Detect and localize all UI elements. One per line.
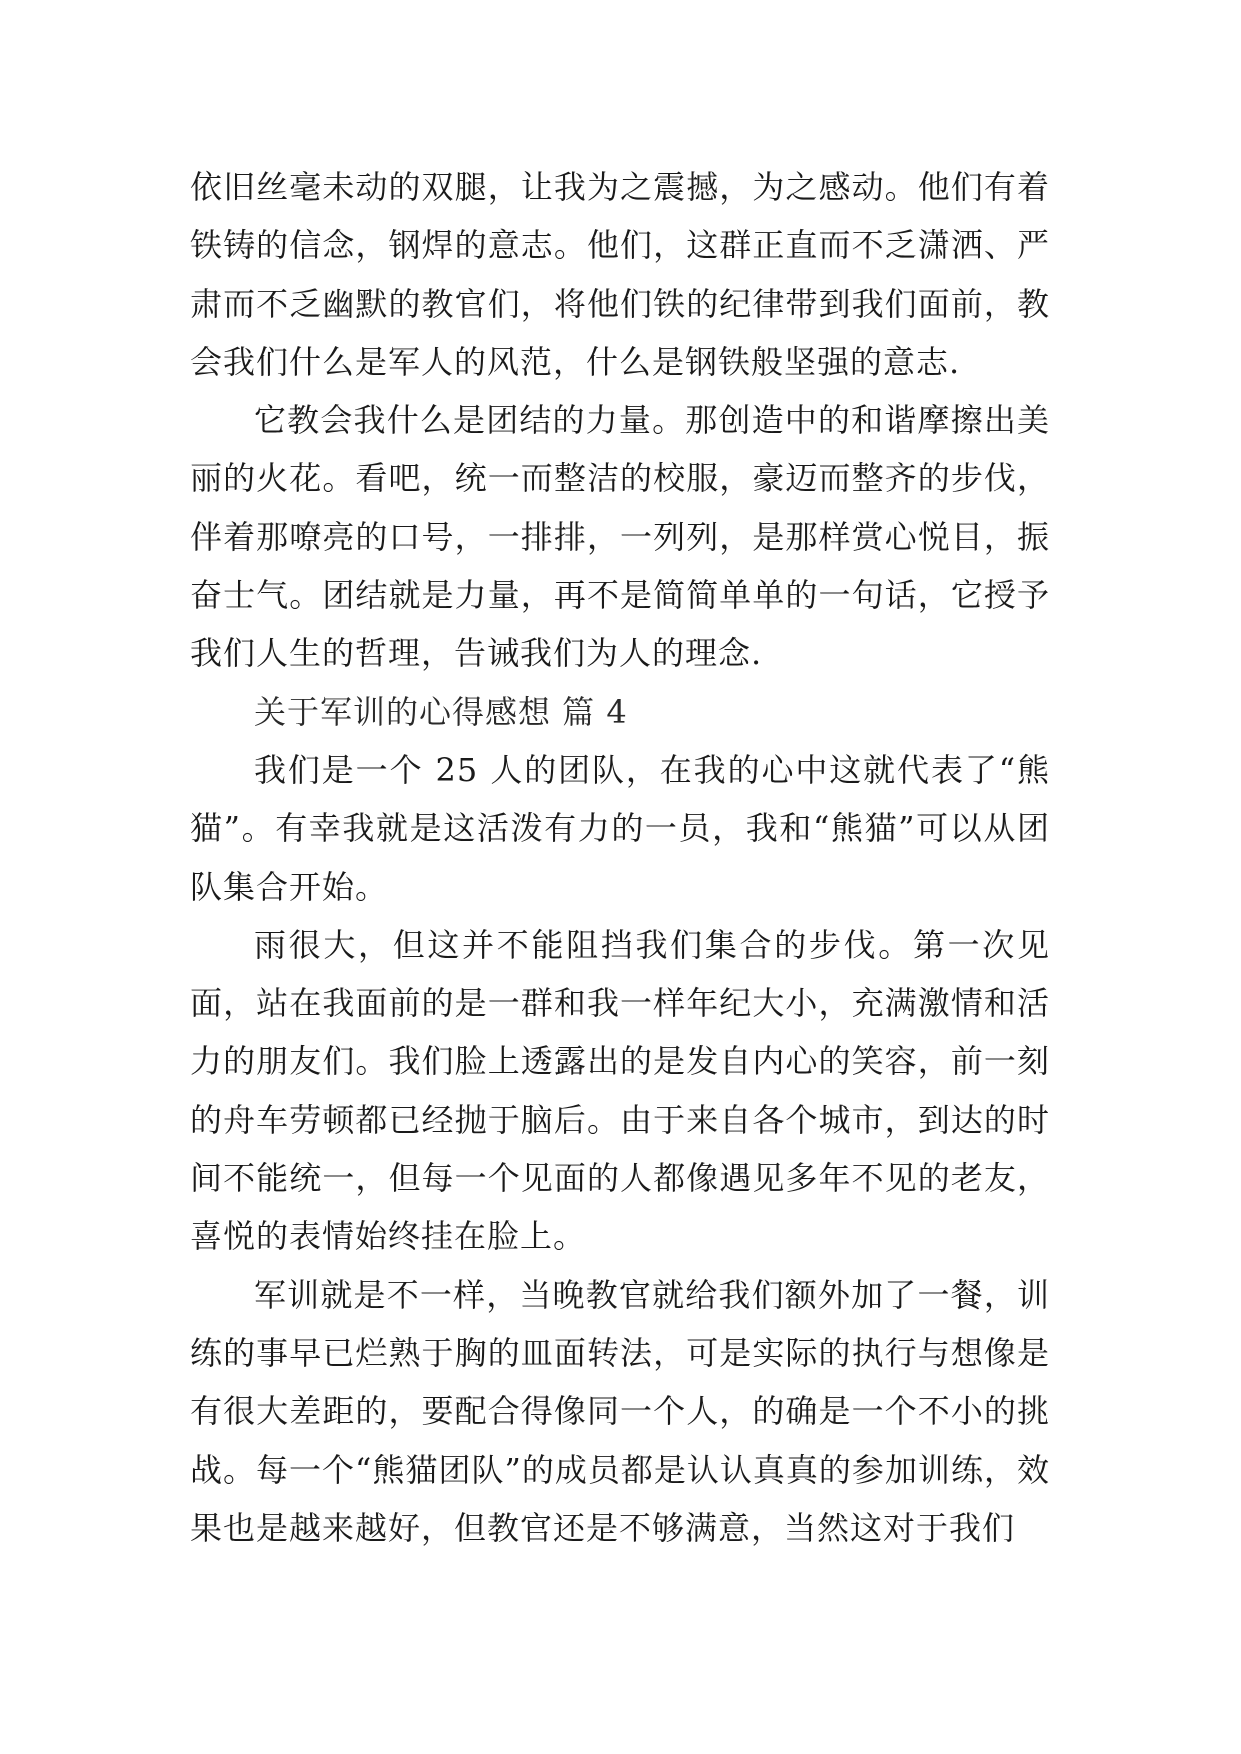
document-body	[190, 158, 1050, 1557]
section-heading: 关于军训的心得感想 篇 4	[254, 692, 628, 731]
paragraph-panda-team: 我们是一个 25 人的团队，在我的心中这就代表了“熊猫”。有幸我就是这活泼有力的一员，我和“熊猫”可以从团队集合开始。	[190, 750, 1050, 906]
paragraph-unity: 它教会我什么是团结的力量。那创造中的和谐摩擦出美丽的火花。看吧，统一而整洁的校服，豪迈而整齐的步伐，伴着那嘹亮的口号，一排排，一列列，是那样赏心悦目，振奋士气。团结就是力量，再不是简简单单的一句话，它授予我们人生的哲理，告诫我们为人的理念.	[190, 401, 1050, 673]
paragraph-continued: 依旧丝毫未动的双腿，让我为之震撼，为之感动。他们有着铁铸的信念，钢焊的意志。他们，这群正直而不乏潇洒、严肃而不乏幽默的教官们，将他们铁的纪律带到我们面前，教会我们什么是军人的风范，什么是钢铁般坚强的意志.	[190, 168, 1050, 381]
paragraph-first-meeting: 雨很大，但这并不能阻挡我们集合的步伐。第一次见面，站在我面前的是一群和我一样年纪大小，充满激情和活力的朋友们。我们脸上透露出的是发自内心的笑容，前一刻的舟车劳顿都已经抛于脑后。由于来自各个城市，到达的时间不能统一，但每一个见面的人都像遇见多年不见的老友，喜悦的表情始终挂在脸上。	[190, 925, 1050, 1256]
paragraph-training: 军训就是不一样，当晚教官就给我们额外加了一餐，训练的事早已烂熟于胸的皿面转法，可是实际的执行与想像是有很大差距的，要配合得像同一个人，的确是一个不小的挑战。每一个“熊猫团队”的成员都是认认真真的参加训练，效果也是越来越好，但教官还是不够满意，当然这对于我们	[190, 1275, 1050, 1547]
